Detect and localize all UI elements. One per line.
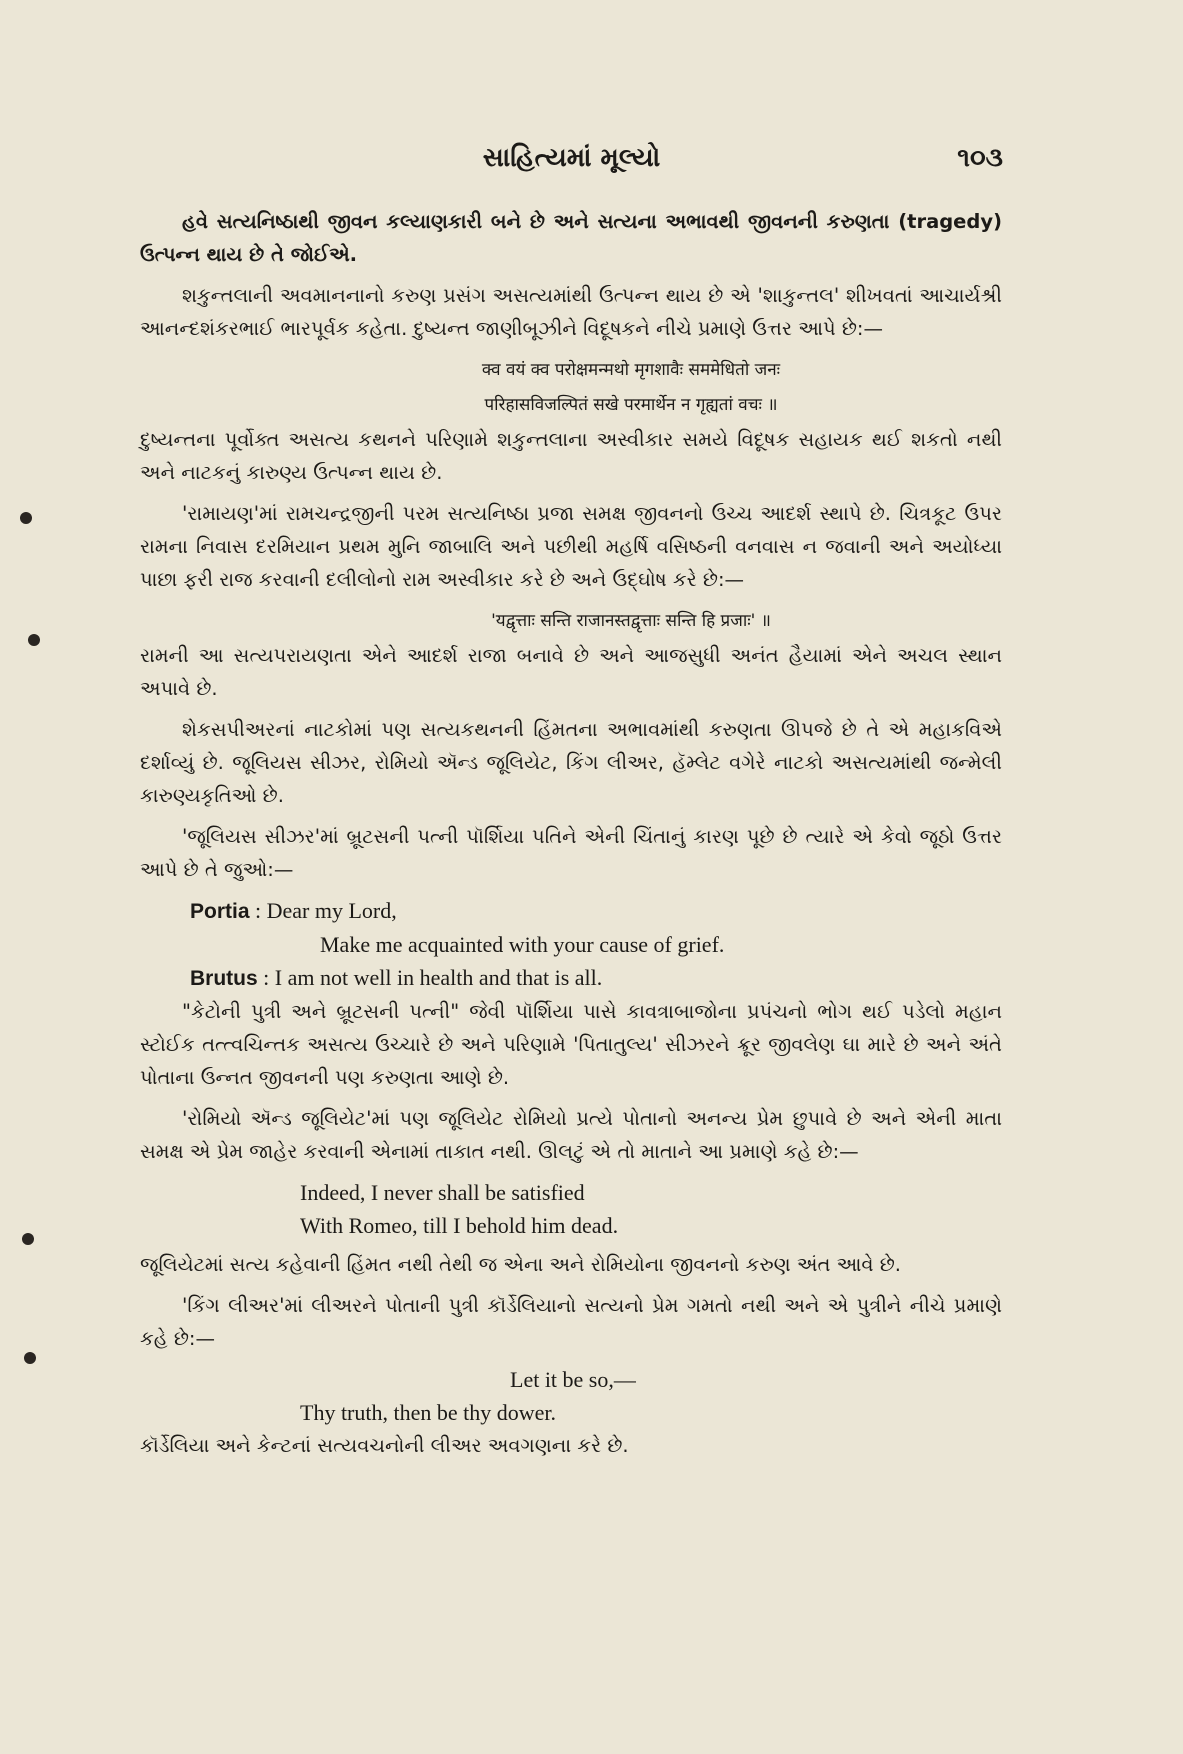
binding-hole bbox=[28, 634, 40, 646]
paragraph: હવે સત્યનિષ્ઠાથી જીવન કલ્યાણકારી બને છે અને સત્યના અભાવથી જીવનની કરુણતા (tragedy) ઉત્પન્ન થાય છે તે જોઈએ. bbox=[140, 210, 1002, 266]
page-body bbox=[140, 205, 1002, 1470]
paragraph: 'રોમિયો ઍન્ડ જૂલિયેટ'માં પણ જૂલિયેટ રોમિયો પ્રત્યે પોતાનો અનન્ય પ્રેમ છુપાવે છે અને એની માતા સમક્ષ એ પ્રેમ જાહેર કરવાની એનામાં તાકાત નથી. ઊલટું એ તો માતાને આ પ્રમાણે કહે છે:— bbox=[140, 1107, 1002, 1163]
paragraph: દુષ્યન્તના પૂર્વોક્ત અસત્ય કથનને પરિણામે શકુન્તલાના અસ્વીકાર સમયે વિદૂષક સહાયક થઈ શકતો નથી અને નાટકનું કારુણ્ય ઉત્પન્ન થાય છે. bbox=[140, 428, 1002, 484]
paragraph: 'રામાયણ'માં રામચન્દ્રજીની પરમ સત્યનિષ્ઠા પ્રજા સમક્ષ જીવનનો ઉચ્ચ આદર્શ સ્થાપે છે. ચિત્રકૂટ ઉપર રામના નિવાસ દરમિયાન પ્રથમ મુનિ જાબાલિ અને પછીથી મહર્ષિ વસિષ્ઠની વનવાસ ન જવાની અને અયોધ્યા પાછા ફરી રાજ કરવાની દલીલોનો રામ અસ્વીકાર કરે છે અને ઉદ્‌ઘોષ કરે છે:— bbox=[140, 502, 1002, 591]
paragraph: શકુન્તલાની અવમાનનાનો કરુણ પ્રસંગ અસત્યમાંથી ઉત્પન્ન થાય છે એ 'શાકુન્તલ' શીખવતાં આચાર્યશ્રી આનન્દશંકરભાઈ ભારપૂર્વક કહેતા. દુષ્યન્ત જાણીબૂઝીને વિદૂષકને નીચે પ્રમાણે ઉત્તર આપે છે:— bbox=[140, 284, 1002, 340]
sanskrit-verse-line: क्व वयं क्व परोक्षमन्मथो मृगशावैः सममेधितो जनः bbox=[481, 360, 781, 380]
paragraph: જૂલિયેટમાં સત્ય કહેવાની હિંમત નથી તેથી જ એના અને રોમિયોના જીવનનો કરુણ અંત આવે છે. bbox=[140, 1253, 902, 1276]
paragraph: 'જૂલિયસ સીઝર'માં બ્રૂટસની પત્ની પૉર્શિયા પતિને એની ચિંતાનું કારણ પૂછે છે ત્યારે એ કેવો જૂઠો ઉત્તર આપે છે તે જુઓ:— bbox=[140, 825, 1002, 881]
paragraph: 'કિંગ લીઅર'માં લીઅરને પોતાની પુત્રી કૉર્ડેલિયાનો સત્યનો પ્રેમ ગમતો નથી અને એ પુત્રીને નીચે પ્રમાણે કહે છે:— bbox=[140, 1294, 1002, 1350]
paragraph: શેકસપીઅરનાં નાટકોમાં પણ સત્યકથનની હિંમતના અભાવમાંથી કરુણતા ઊપજે છે તે એ મહાકવિએ દર્શાવ્યું છે. જૂલિયસ સીઝર, રોમિયો ઍન્ડ જૂલિયેટ, કિંગ લીઅર, હૅમ્લેટ વગેરે નાટકો અસત્યમાંથી જન્મેલી કારુણ્યકૃતિઓ છે. bbox=[140, 718, 1002, 807]
dialogue-line bbox=[140, 894, 1002, 928]
dialogue-line: Make me acquainted with your cause of grief. bbox=[320, 932, 725, 957]
binding-hole bbox=[20, 512, 32, 524]
paragraph: "કેટોની પુત્રી અને બ્રૂટસની પત્ની" જેવી પૉર્શિયા પાસે કાવત્રાબાજોના પ્રપંચનો ભોગ થઈ પડેલો મહાન સ્ટોઈક તત્ત્વચિન્તક અસત્ય ઉચ્ચારે છે અને પરિણામે 'પિતાતુલ્ય' સીઝરને ક્રૂર જીવલેણ ઘા મારે છે અને અંતે પોતાના ઉન્નત જીવનની પણ કરુણતા આણે છે. bbox=[140, 1000, 1002, 1089]
sanskrit-verse-line: परिहासविजल्पितं सखे परमार्थेन न गृह्यतां वचः ॥ bbox=[484, 395, 778, 415]
quote-line: Thy truth, then be thy dower. bbox=[300, 1400, 557, 1425]
sanskrit-verse-line: 'यद्वृत्ताः सन्ति राजानस्तद्वृत्ताः सन्ति हि प्रजाः' ॥ bbox=[491, 611, 771, 631]
running-title: સાહિત્યમાં મૂલ્યો bbox=[482, 143, 661, 173]
quote-line: With Romeo, till I behold him dead. bbox=[300, 1213, 619, 1238]
dialogue-line bbox=[140, 961, 1002, 995]
page-header bbox=[140, 143, 1003, 183]
speaker-name: Brutus bbox=[190, 967, 258, 990]
binding-hole bbox=[24, 1352, 36, 1364]
speaker-name: Portia bbox=[190, 900, 250, 923]
paragraph: રામની આ સત્યપરાયણતા એને આદર્શ રાજા બનાવે છે અને આજસુધી અનંત હૈયામાં એને અચલ સ્થાન અપાવે છે. bbox=[140, 644, 1002, 700]
dialogue-text: : I am not well in health and that is all. bbox=[263, 965, 603, 990]
page-number: ૧૦૩ bbox=[957, 143, 1003, 173]
dialogue-text: : Dear my Lord, bbox=[255, 898, 397, 923]
paragraph: કૉર્ડેલિયા અને કેન્ટનાં સત્યવચનોની લીઅર અવગણના કરે છે. bbox=[140, 1434, 629, 1457]
quote-line: Let it be so,— bbox=[510, 1367, 636, 1392]
binding-hole bbox=[22, 1233, 34, 1245]
quote-line: Indeed, I never shall be satisfied bbox=[300, 1180, 585, 1205]
